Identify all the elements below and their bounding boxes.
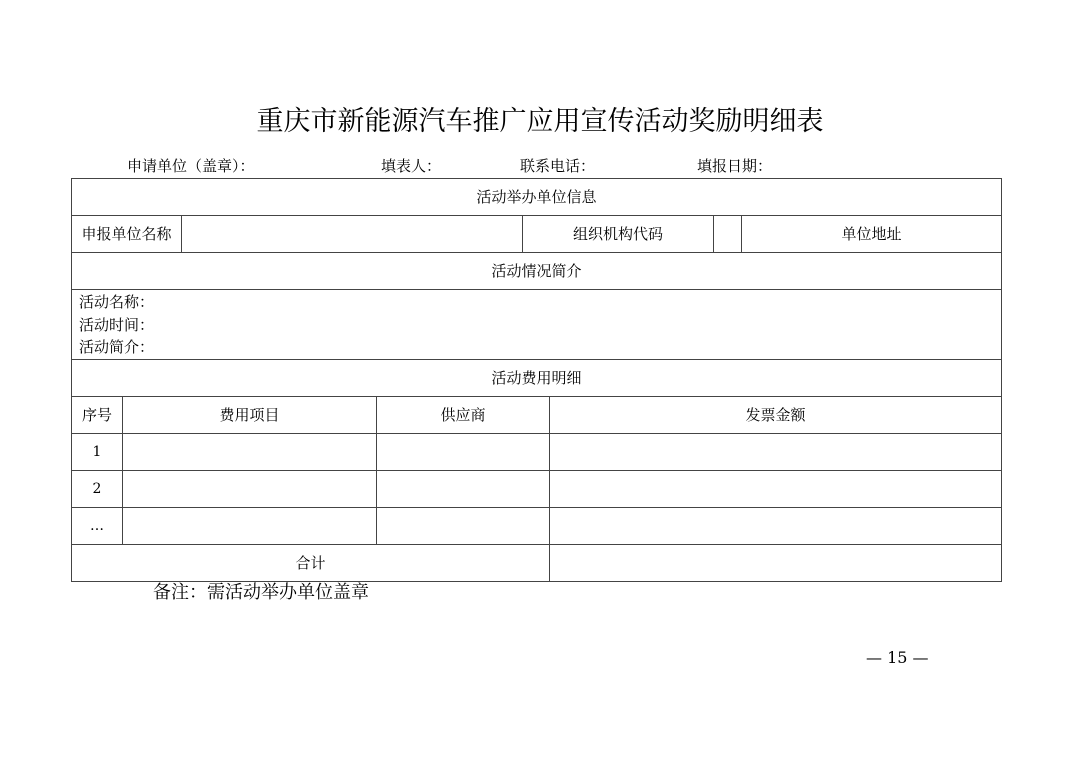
organizer-info-row [72,216,1002,253]
remark-note: 备注：需活动举办单位盖章 [153,582,369,603]
activity-name-label: 活动名称： [79,293,155,311]
date-label: 填报日期： [697,157,773,175]
row-item-field[interactable] [123,470,377,507]
document-title: 重庆市新能源汽车推广应用宣传活动奖励明细表 [256,106,824,137]
row-amount-field[interactable] [550,470,1002,507]
row-supplier-field[interactable] [377,433,550,470]
row-amount-field[interactable] [550,507,1002,544]
filler-label: 填表人： [381,157,442,175]
expense-section-row [72,359,1002,396]
activity-intro-row [72,290,1002,360]
table-row [72,470,1002,507]
org-name-label: 申报单位名称 [72,216,182,253]
row-no: 2 [72,470,123,507]
column-header-item: 费用项目 [123,396,377,433]
total-row [72,544,1002,581]
address-label: 单位地址 [742,216,1002,253]
table-row [72,507,1002,544]
column-header-no: 序号 [72,396,123,433]
column-header-supplier: 供应商 [377,396,550,433]
phone-label: 联系电话： [520,157,596,175]
row-item-field[interactable] [123,507,377,544]
organizer-section-header: 活动举办单位信息 [72,179,1002,216]
total-value-field[interactable] [550,544,1002,581]
org-code-field[interactable] [714,216,742,253]
activity-intro-label: 活动简介： [79,338,155,356]
reward-detail-table [71,178,1002,582]
row-no: 1 [72,433,123,470]
row-item-field[interactable] [123,433,377,470]
org-code-label: 组织机构代码 [523,216,714,253]
row-amount-field[interactable] [550,433,1002,470]
column-header-amount: 发票金额 [550,396,1002,433]
row-supplier-field[interactable] [377,470,550,507]
applicant-label: 申请单位（盖章）： [127,157,255,175]
organizer-section-row [72,179,1002,216]
expense-section-header: 活动费用明细 [72,359,1002,396]
activity-section-row [72,253,1002,290]
table-row [72,433,1002,470]
page-number: — 15 — [866,648,929,667]
expense-header-row [72,396,1002,433]
org-name-field[interactable] [182,216,523,253]
activity-time-label: 活动时间： [79,315,155,334]
row-supplier-field[interactable] [377,507,550,544]
activity-section-header: 活动情况简介 [72,253,1002,290]
row-no: … [72,507,123,544]
activity-intro-cell[interactable] [72,290,1002,360]
total-label: 合计 [72,544,550,581]
